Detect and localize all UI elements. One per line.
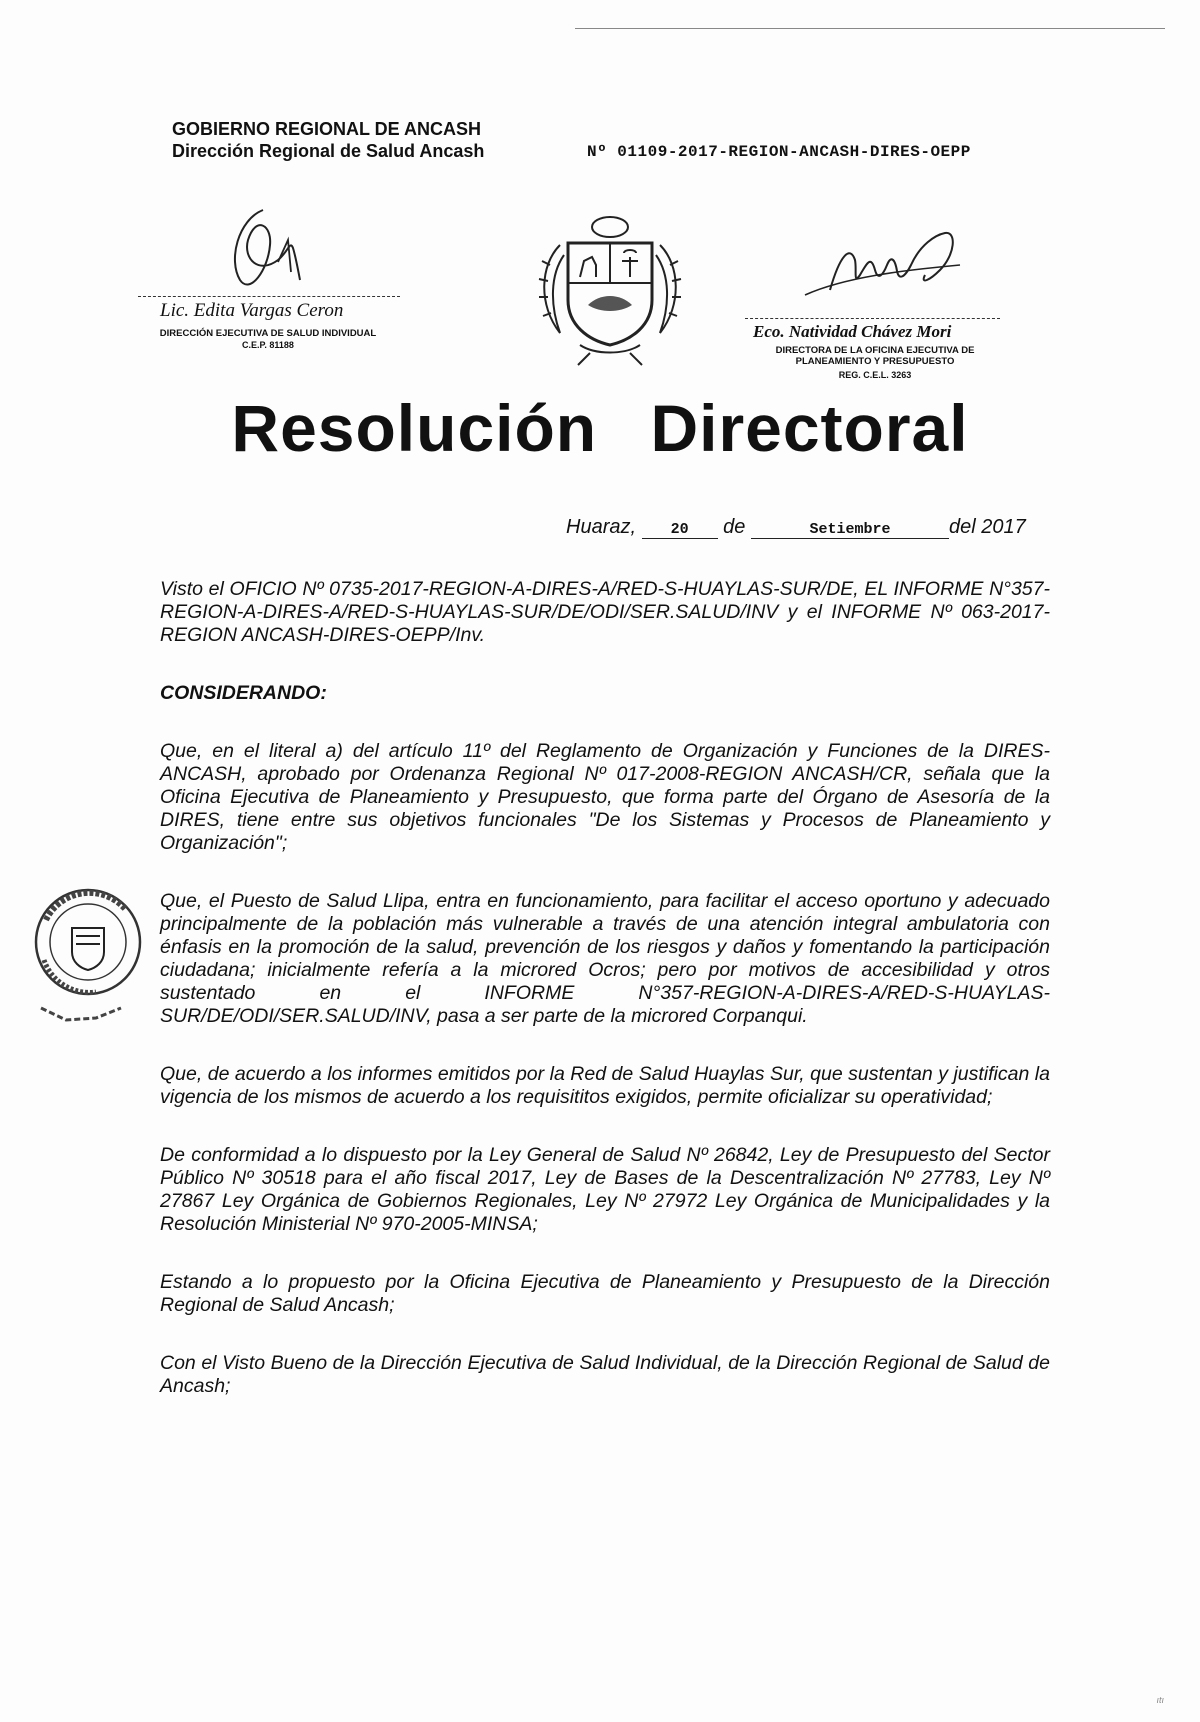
signature-line-left (138, 296, 400, 297)
handwritten-signature-left (128, 200, 408, 310)
top-rule (575, 28, 1165, 29)
date-month: Setiembre (751, 521, 949, 539)
resolution-number: Nº 01109-2017-REGION-ANCASH-DIRES-OEPP (587, 143, 971, 161)
visto-paragraph: Visto el OFICIO Nº 0735-2017-REGION-A-DIRES-A/RED-S-HUAYLAS-SUR/DE, EL INFORME N°357-REGION-A-DIRES-A/RED-S-HUAYLAS-SUR/DE/ODI/SER.SALUD/INV y el INFORME Nº 063-2017-REGION ANCASH-DIRES-OEPP/Inv. (160, 578, 1050, 646)
body-paragraph: Que, el Puesto de Salud Llipa, entra en funcionamiento, para facilitar el acceso oportuno y adecuado principalmente de la población más vulnerable a través de una atención integral ambulatoria con énfasis en la promoción de la salud, prevención de los riesgos y daños y fomentando la participación ciudadana; inicialmente refería a la microred Ocros; pero por motivos de accesibilidad y otros sustentado en el INFORME N°357-REGION-A-DIRES-A/RED-S-HUAYLAS-SUR/DE/ODI/SER.SALUD/INV, pasa a ser parte de la microred Corpanqui. (160, 890, 1050, 1027)
official-seal-stamp (26, 880, 146, 1030)
signer-left-name: Lic. Edita Vargas Ceron (160, 300, 344, 321)
body-paragraph: Estando a lo propuesto por la Oficina Ejecutiva de Planeamiento y Presupuesto de la Dirección Regional de Salud Ancash; (160, 1271, 1050, 1316)
issuer-directorate: Dirección Regional de Salud Ancash (172, 141, 485, 161)
signer-right-role (745, 345, 1005, 367)
signer-left-role: DIRECCIÓN EJECUTIVA DE SALUD INDIVIDUAL (159, 328, 377, 339)
corner-mark: ıtı (1156, 1695, 1164, 1705)
signature-block-right (745, 240, 1015, 390)
handwritten-signature-right (745, 215, 1005, 300)
date-line (566, 516, 1026, 539)
body-paragraph: Con el Visto Bueno de la Dirección Ejecutiva de Salud Individual, de la Dirección Regional de Salud de Ancash; (160, 1352, 1050, 1397)
date-de: de (723, 516, 746, 538)
date-day: 20 (642, 521, 718, 539)
body-paragraph: Que, en el literal a) del artículo 11º del Reglamento de Organización y Funciones de la DIRES-ANCASH, aprobado por Ordenanza Regional Nº 017-2008-REGION ANCASH/CR, señala que la Oficina Ejecutiva de Planeamiento y Presupuesto, que forma parte del Órgano de Asesoría de la DIRES, tiene entre sus objetivos funcionales "De los Sistemas y Procesos de Planeamiento y Organización"; (160, 740, 1050, 854)
body-paragraph: De conformidad a lo dispuesto por la Ley General de Salud Nº 26842, Ley de Presupuesto del Sector Público Nº 30518 para el año fiscal 2017, Ley de Bases de la Descentralización Nº 27783, Ley Nº 27867 Ley Orgánica de Gobiernos Regionales, Ley Nº 27972 Ley Orgánica de Municipalidades y la Resolución Ministerial Nº 970-2005-MINSA; (160, 1144, 1050, 1235)
signature-line-right (745, 318, 1000, 319)
considerando-heading: CONSIDERANDO: (160, 682, 327, 704)
signature-block-left (128, 200, 408, 360)
signer-right-role-line1: DIRECTORA DE LA OFICINA EJECUTIVA DE (775, 345, 975, 356)
document-body (160, 578, 1050, 1398)
document-title: Resolución Directoral (231, 391, 969, 465)
body-paragraph: Que, de acuerdo a los informes emitidos por la Red de Salud Huaylas Sur, que sustentan y justifican la vigencia de los mismos de acuerdo a los requisititos exigidos, permite oficializar su operatividad; (160, 1063, 1050, 1108)
issuer-block (172, 118, 484, 162)
signer-right-registration: REG. C.E.L. 3263 (838, 370, 912, 380)
date-city: Huaraz, (566, 516, 637, 538)
date-year: del 2017 (948, 516, 1026, 538)
signer-right-name: Eco. Natividad Chávez Mori (753, 322, 952, 341)
issuer-government: GOBIERNO REGIONAL DE ANCASH (172, 119, 482, 139)
coat-of-arms-icon (520, 205, 700, 370)
signer-left-registration: C.E.P. 81188 (242, 340, 294, 350)
signer-right-role-line2: PLANEAMIENTO Y PRESUPUESTO (795, 356, 955, 367)
